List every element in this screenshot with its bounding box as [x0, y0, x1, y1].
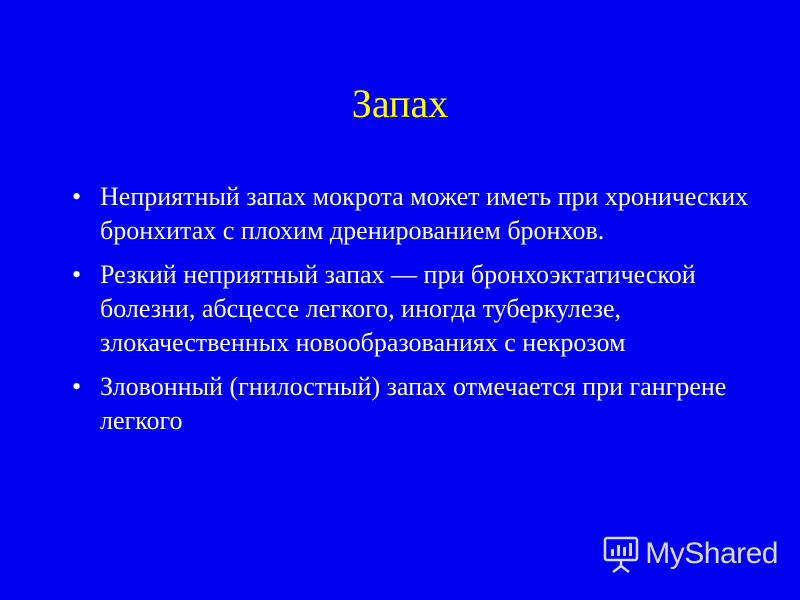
bullet-item [72, 370, 752, 438]
bullet-item [72, 258, 752, 360]
watermark-text: MyShared [645, 537, 778, 570]
bullet-item [72, 180, 752, 248]
bullet-marker: • [72, 260, 82, 289]
bullet-list [72, 180, 752, 448]
bullet-text: Зловонный (гнилостный) запах отмечается при гангрене легкого [100, 372, 727, 435]
presentation-board-icon [603, 534, 639, 574]
bullet-text: Неприятный запах мокрота может иметь при хронических бронхитах с плохим дренированием бронхов. [100, 182, 749, 245]
bullet-marker: • [72, 182, 82, 211]
watermark-logo [603, 530, 778, 578]
bullet-text: Резкий неприятный запах — при бронхоэктатической болезни, абсцессе легкого, иногда туберкулезе, злокачественных новообразованиях с некрозом [100, 260, 696, 357]
bullet-marker: • [72, 372, 82, 401]
slide-title: Запах [351, 81, 449, 126]
